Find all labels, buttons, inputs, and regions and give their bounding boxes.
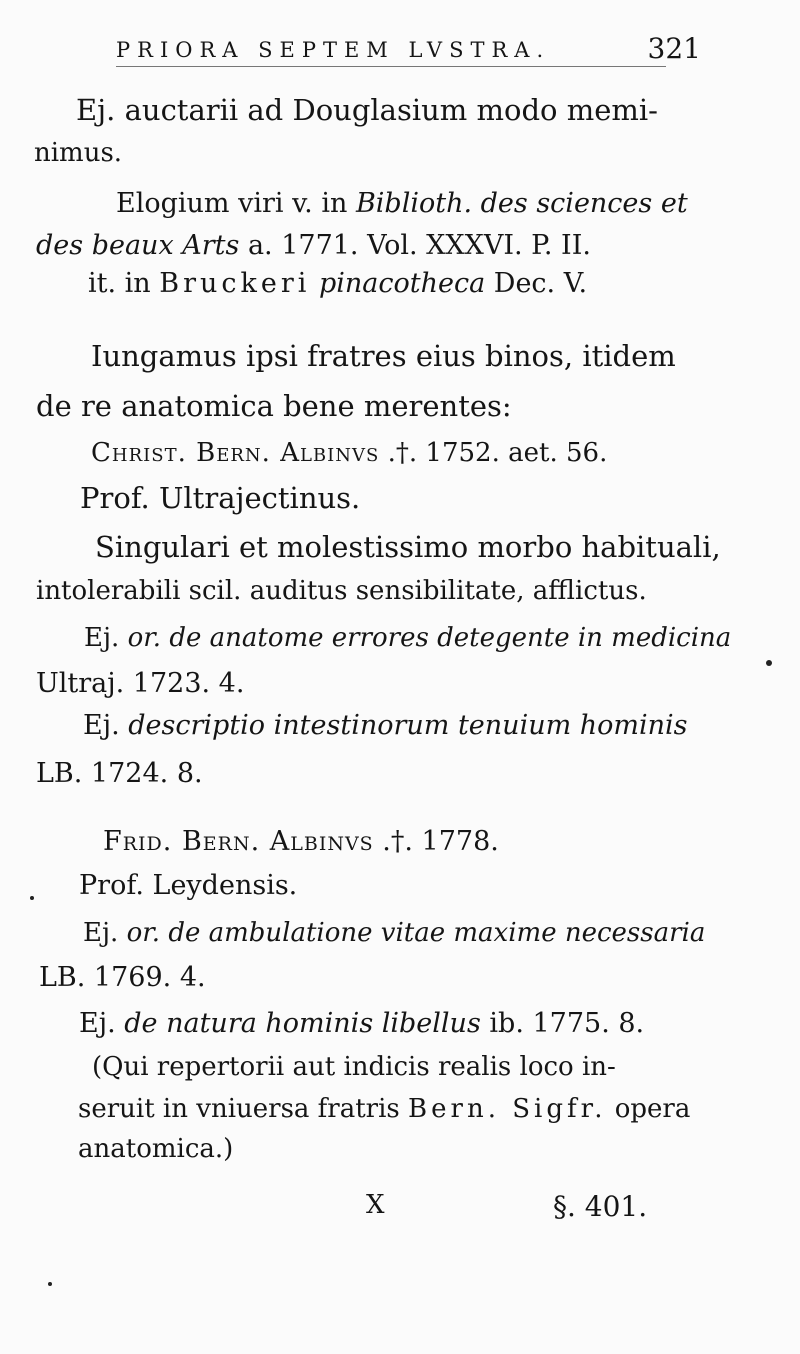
text-line (79, 872, 297, 899)
spaced-text-run: Bern. Sigfr. (408, 1094, 607, 1124)
page-header (116, 32, 701, 70)
text-line (88, 270, 587, 297)
small-caps-text-run: Christ. Bern. Albinvs (91, 438, 380, 468)
running-head: PRIORA SEPTEM LVSTRA. (116, 38, 551, 62)
italic-text-run: descriptio intestinorum tenuium hominis (128, 710, 688, 741)
text-run: Prof. Ultrajectinus. (80, 481, 361, 515)
text-run: Ej. (79, 1008, 125, 1039)
text-run: LB. 1724. 8. (36, 758, 203, 789)
text-line (39, 964, 206, 991)
text-line (84, 625, 731, 651)
text-line (91, 440, 607, 466)
text-run: Ej. (83, 710, 129, 741)
text-run: intolerabili scil. auditus sensibilitate, afflictus. (36, 576, 647, 606)
ink-speck (766, 660, 772, 666)
text-line (36, 760, 203, 787)
text-line (95, 530, 721, 564)
text-run (310, 268, 319, 299)
text-line (91, 339, 676, 373)
text-run: Dec. V. (485, 268, 588, 299)
text-run: Elogium viri v. in (116, 188, 356, 219)
text-line (36, 578, 647, 604)
italic-text-run: Biblioth. des sciences et (355, 188, 688, 219)
text-line (116, 190, 688, 217)
text-run: opera (606, 1094, 691, 1124)
text-line (78, 1096, 690, 1122)
text-line (83, 920, 705, 946)
signature-mark: X (366, 1190, 385, 1220)
text-run: anatomica.) (78, 1134, 234, 1164)
text-run: .†. 1752. aet. 56. (379, 438, 608, 468)
text-line (103, 828, 499, 855)
text-line (36, 232, 591, 259)
text-line (79, 1010, 644, 1037)
text-run: .†. 1778. (373, 826, 499, 857)
page-number: 321 (647, 32, 701, 65)
text-line (76, 93, 658, 127)
text-run: Ej. auctarii ad Douglasium modo memi- (76, 93, 658, 127)
ink-speck (30, 896, 34, 900)
text-run: Ultraj. 1723. 4. (36, 668, 245, 699)
text-line (78, 1136, 233, 1162)
italic-text-run: pinacotheca (319, 268, 486, 299)
small-caps-text-run: Frid. Bern. Albinvs (103, 826, 374, 857)
text-run: Prof. Leydensis. (79, 870, 298, 901)
text-run: Ej. (84, 623, 128, 653)
text-line (80, 481, 361, 515)
italic-text-run: de natura hominis libellus (124, 1008, 481, 1039)
italic-text-run: or. de anatome errores detegente in medicina (127, 623, 732, 653)
text-run: Iungamus ipsi fratres eius binos, itidem (91, 339, 676, 373)
text-run: Singulari et molestissimo morbo habituali, (95, 530, 721, 564)
header-rule (116, 66, 666, 67)
ink-speck (48, 1282, 52, 1286)
text-run: seruit in vniuersa fratris (78, 1094, 409, 1124)
text-line (34, 140, 122, 166)
text-run: LB. 1769. 4. (39, 962, 206, 993)
text-run: ib. 1775. 8. (480, 1008, 645, 1039)
spaced-text-run: Bruckeri (159, 268, 311, 299)
italic-text-run: des beaux Arts (36, 230, 240, 261)
italic-text-run: or. de ambulatione vitae maxime necessaria (126, 918, 706, 948)
text-line (92, 1054, 616, 1080)
text-run: Ej. (83, 918, 127, 948)
text-line (36, 670, 244, 697)
text-run: (Qui repertorii aut indicis realis loco in- (92, 1052, 616, 1082)
text-run: nimus. (34, 138, 123, 168)
catchword: §. 401. (553, 1190, 648, 1223)
text-run: it. in (88, 268, 160, 299)
text-run: de re anatomica bene merentes: (36, 389, 512, 423)
text-line (36, 389, 512, 423)
text-line (83, 712, 688, 739)
text-run: a. 1771. Vol. XXXVI. P. II. (239, 230, 591, 261)
